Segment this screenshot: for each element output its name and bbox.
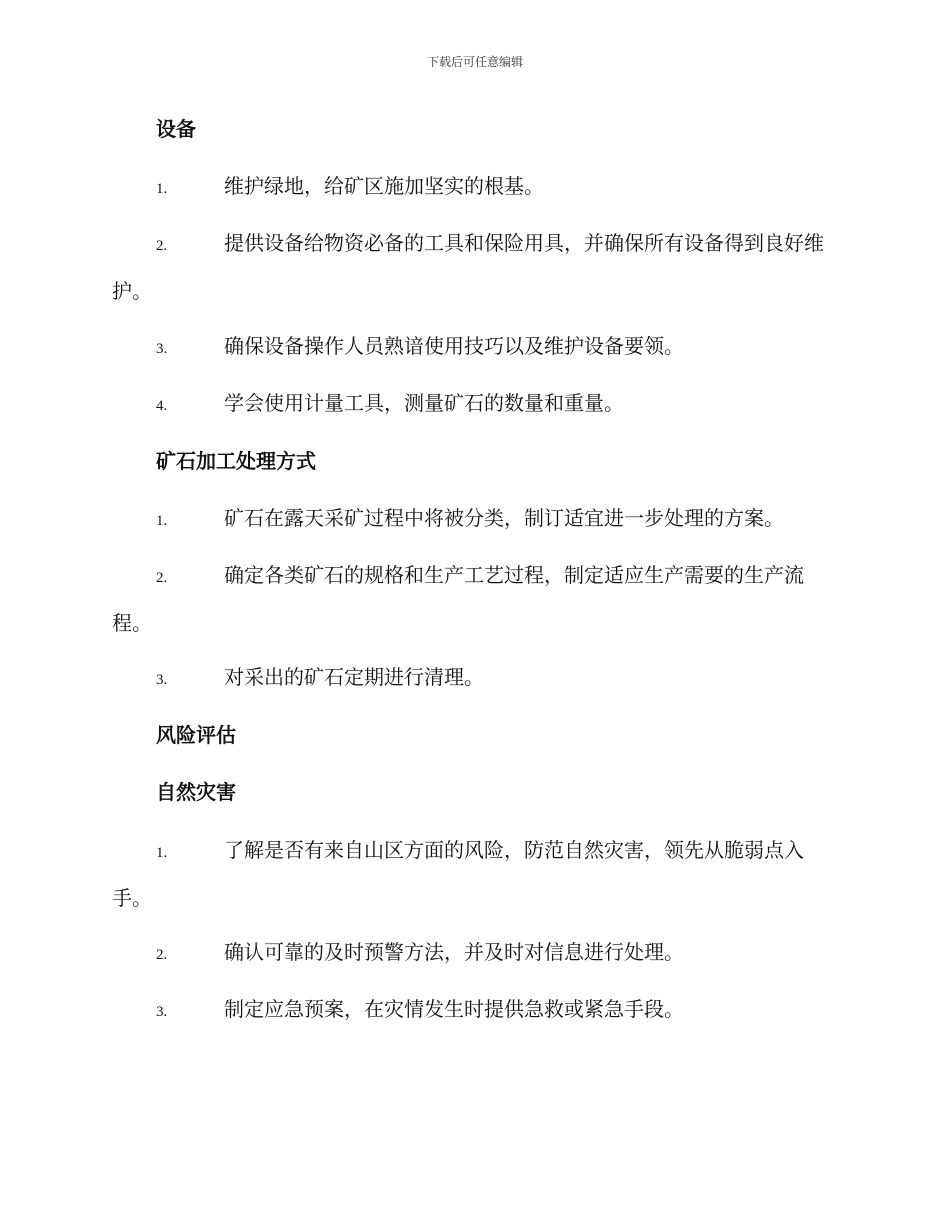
item-number: 2.	[156, 570, 168, 586]
item-text: 确定各类矿石的规格和生产工艺过程，制定适应生产需要的生产流程。	[112, 563, 804, 635]
list-item	[112, 553, 837, 646]
section-heading-natural-disasters: 自然灾害	[156, 780, 236, 804]
list-item	[112, 930, 837, 978]
item-text: 对采出的矿石定期进行清理。	[224, 665, 484, 689]
section-heading-ore-processing: 矿石加工处理方式	[156, 449, 316, 473]
list-item	[112, 828, 837, 921]
item-text: 确认可靠的及时预警方法，并及时对信息进行处理。	[224, 940, 684, 964]
item-number: 4.	[156, 398, 168, 414]
item-number: 3.	[156, 1004, 168, 1020]
list-item	[112, 496, 837, 544]
item-text: 矿石在露天采矿过程中将被分类，制订适宜进一步处理的方案。	[224, 506, 784, 530]
item-text: 确保设备操作人员熟谙使用技巧以及维护设备要领。	[224, 334, 684, 358]
item-number: 1.	[156, 845, 168, 861]
item-number: 2.	[156, 238, 168, 254]
item-text: 制定应急预案，在灾情发生时提供急救或紧急手段。	[224, 997, 684, 1021]
item-number: 3.	[156, 341, 168, 357]
item-text: 学会使用计量工具，测量矿石的数量和重量。	[224, 391, 624, 415]
section-heading-risk-assessment: 风险评估	[156, 723, 236, 747]
list-item	[112, 324, 837, 372]
list-item	[112, 221, 837, 314]
list-item	[112, 381, 837, 429]
item-text: 维护绿地，给矿区施加坚实的根基。	[224, 174, 544, 198]
item-number: 1.	[156, 513, 168, 529]
item-number: 3.	[156, 672, 168, 688]
item-text: 了解是否有来自山区方面的风险，防范自然灾害，领先从脆弱点入手。	[112, 838, 804, 910]
section-heading-equipment: 设备	[156, 117, 196, 141]
list-item	[112, 164, 837, 212]
item-text: 提供设备给物资必备的工具和保险用具，并确保所有设备得到良好维护。	[112, 231, 824, 303]
item-number: 1.	[156, 181, 168, 197]
item-number: 2.	[156, 947, 168, 963]
list-item	[112, 987, 837, 1035]
page-header: 下载后可任意编辑	[426, 55, 523, 69]
list-item	[112, 655, 837, 703]
